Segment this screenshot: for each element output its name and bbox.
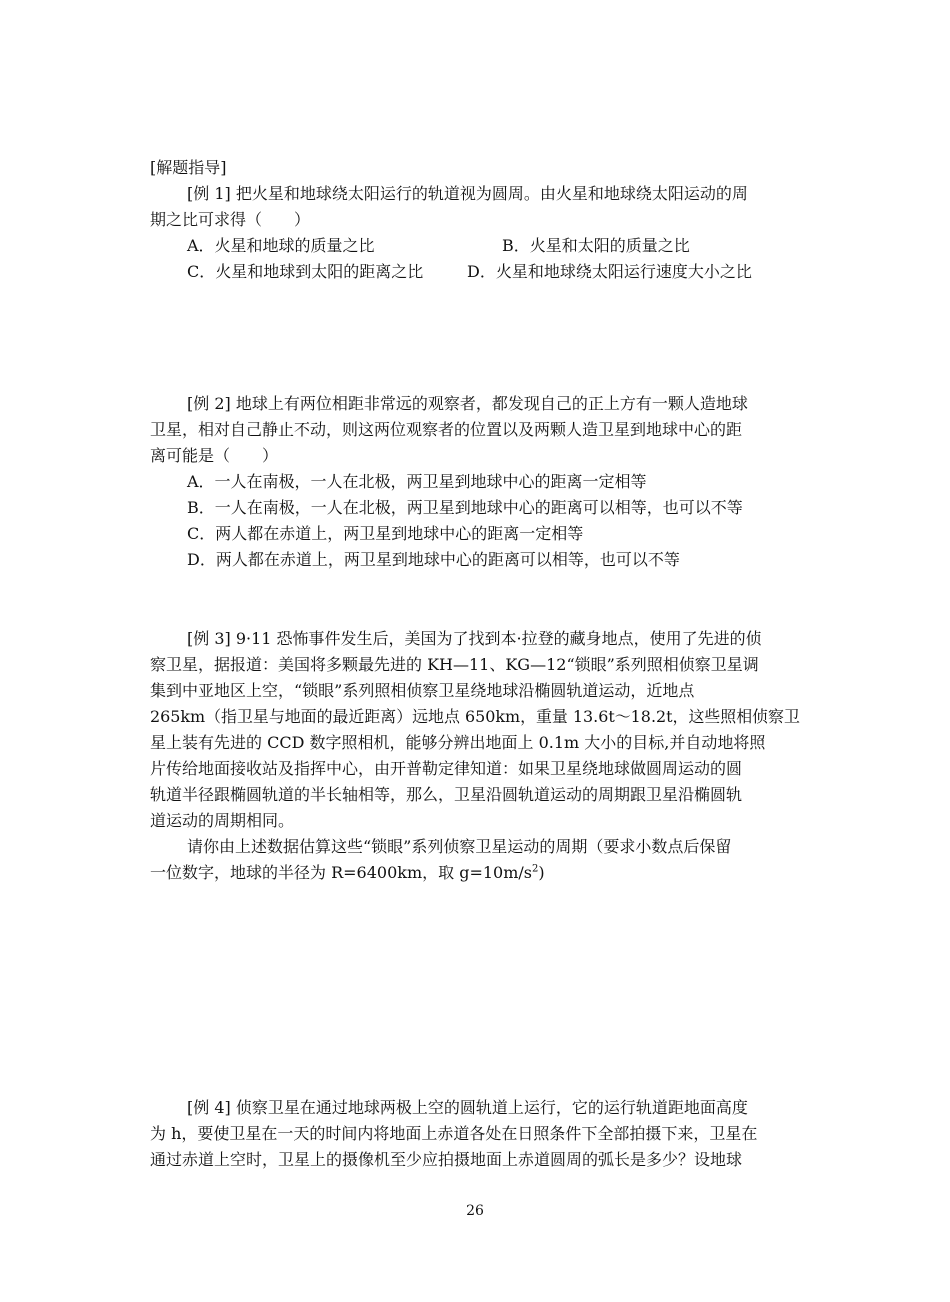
superscript-exponent: 2	[532, 863, 539, 875]
ex1-option-b: B．火星和太阳的质量之比	[502, 236, 690, 255]
ex3-line-8: 道运动的周期相同。	[150, 811, 295, 830]
ex1-option-d: D．火星和地球绕太阳运行速度大小之比	[467, 262, 752, 281]
section-header: [解题指导]	[150, 158, 227, 177]
ex3-line-1: [例 3] 9·11 恐怖事件发生后，美国为了找到本·拉登的藏身地点，使用了先进的侦	[187, 629, 762, 648]
ex2-option-d: D．两人都在赤道上，两卫星到地球中心的距离可以相等，也可以不等	[187, 550, 680, 569]
ex3-line-4: 265km（指卫星与地面的最近距离）远地点 650km，重量 13.6t～18.2t，这些照相侦察卫	[150, 707, 800, 726]
ex2-line-3: 离可能是（ ）	[150, 446, 279, 465]
ex1-line-2: 期之比可求得（ ）	[150, 210, 311, 229]
ex4-line-3: 通过赤道上空时，卫星上的摄像机至少应拍摄地面上赤道圆周的弧长是多少？设地球	[150, 1150, 743, 1169]
ex3-question-line-2	[150, 860, 545, 886]
ex4-line-1: [例 4] 侦察卫星在通过地球两极上空的圆轨道上运行，它的运行轨道距地面高度	[187, 1098, 748, 1117]
ex2-option-b: B．一人在南极，一人在北极，两卫星到地球中心的距离可以相等，也可以不等	[187, 498, 743, 517]
ex3-line-6: 片传给地面接收站及指挥中心，由开普勒定律知道：如果卫星绕地球做圆周运动的圆	[150, 759, 743, 778]
ex3-line-7: 轨道半径跟椭圆轨道的半长轴相等，那么，卫星沿圆轨道运动的周期跟卫星沿椭圆轨	[150, 785, 743, 804]
ex3-line-2: 察卫星，据报道：美国将多颗最先进的 KH—11、KG—12“锁眼”系列照相侦察卫星调	[150, 655, 759, 674]
ex1-option-c: C．火星和地球到太阳的距离之比	[187, 262, 424, 281]
ex3-line-3: 集到中亚地区上空，“锁眼”系列照相侦察卫星绕地球沿椭圆轨道运动，近地点	[150, 681, 695, 700]
ex2-line-1: [例 2] 地球上有两位相距非常远的观察者，都发现自己的正上方有一颗人造地球	[187, 394, 748, 413]
ex2-line-2: 卫星，相对自己静止不动，则这两位观察者的位置以及两颗人造卫星到地球中心的距	[150, 420, 743, 439]
ex3-question-text: 一位数字，地球的半径为 R=6400km，取 g=10m/s	[150, 863, 532, 882]
ex4-line-2: 为 h，要使卫星在一天的时间内将地面上赤道各处在日照条件下全部拍摄下来，卫星在	[150, 1124, 758, 1143]
page-number: 26	[466, 1203, 484, 1219]
ex3-question-line-1: 请你由上述数据估算这些“锁眼”系列侦察卫星运动的周期（要求小数点后保留	[187, 837, 732, 856]
ex2-option-c: C．两人都在赤道上，两卫星到地球中心的距离一定相等	[187, 524, 584, 543]
ex2-option-a: A．一人在南极，一人在北极，两卫星到地球中心的距离一定相等	[187, 472, 647, 491]
closing-paren: )	[538, 863, 545, 882]
ex3-line-5: 星上装有先进的 CCD 数字照相机，能够分辨出地面上 0.1m 大小的目标,并自动地将照	[150, 733, 766, 752]
ex1-line-1: [例 1] 把火星和地球绕太阳运行的轨道视为圆周。由火星和地球绕太阳运动的周	[187, 184, 748, 203]
ex1-option-a: A．火星和地球的质量之比	[187, 236, 375, 255]
